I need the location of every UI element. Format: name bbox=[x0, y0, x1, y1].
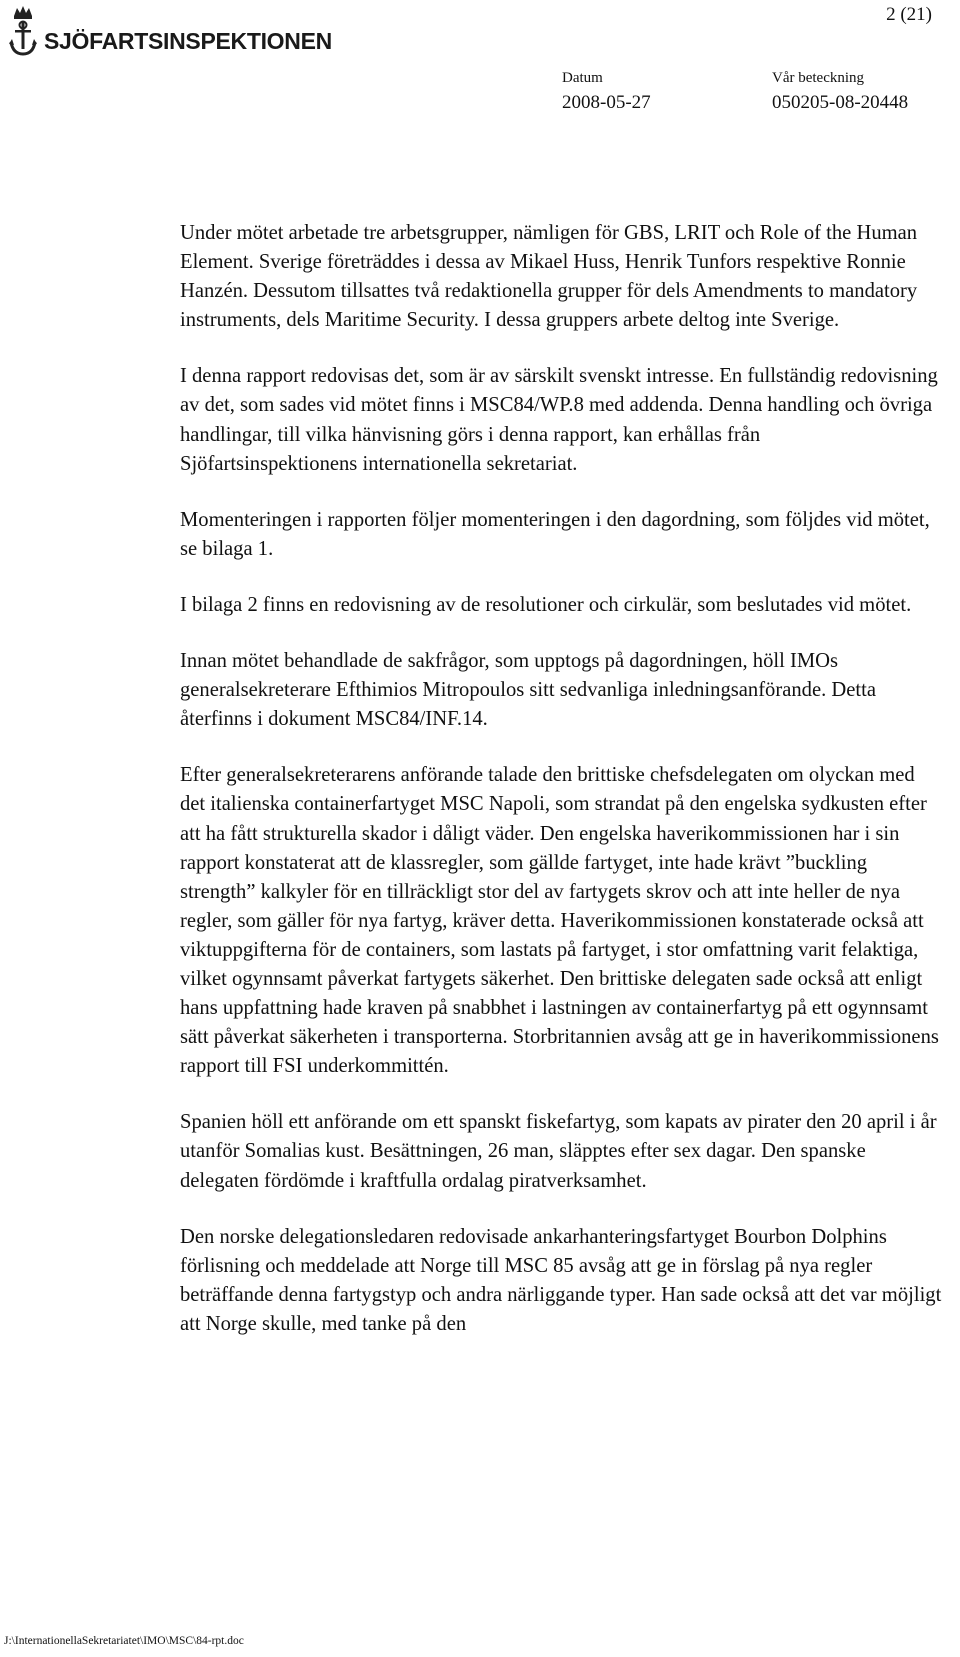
document-meta bbox=[562, 68, 908, 116]
paragraph: Under mötet arbetade tre arbetsgrupper, nämligen för GBS, LRIT och Role of the Human Element. Sverige företräddes i dessa av Mikael Huss, Henrik Tunfors respektive Ronnie Hanzén. Dessutom tillsattes två redaktionella grupper för dels Amendments to mandatory instruments, dels Maritime Security. I dessa gruppers arbete deltog inte Sverige. bbox=[180, 222, 918, 332]
paragraph: I denna rapport redovisas det, som är av särskilt svenskt intresse. En fullständig redovisning av det, som sades vid mötet finns i MSC84/WP.8 med addenda. Denna handling och övriga handlingar, till vilka hänvisning görs i denna rapport, kan erhållas från Sjöfartsinspektionens internationella sekretariat. bbox=[180, 365, 938, 475]
paragraph: Spanien höll ett anförande om ett spanskt fiskefartyg, som kapats av pirater den 20 april i år utanför Somalias kust. Besättningen, 26 man, släpptes efter sex dagar. Den spanske delegaten fördömde i kraftfulla ordalag piratverksamhet. bbox=[180, 1111, 937, 1192]
document-body bbox=[180, 219, 942, 1366]
crown-anchor-icon bbox=[8, 4, 38, 58]
reference-label: Vår beteckning bbox=[772, 70, 865, 86]
paragraph: Den norske delegationsledaren redovisade ankarhanteringsfartyget Bourbon Dolphins förlisning och meddelade att Norge till MSC 85 avsåg att ge in förslag på nya regler beträffande denna fartygstyp och andra närliggande typer. Han sade också att det var möjligt att Norge skulle, med tanke på den bbox=[180, 1225, 942, 1335]
file-path-footer: J:\InternationellaSekretariatet\IMO\MSC\84-rpt.doc bbox=[4, 1635, 244, 1647]
agency-logo bbox=[8, 4, 332, 58]
date-label: Datum bbox=[562, 70, 603, 86]
reference-block bbox=[772, 68, 908, 116]
logo-wordmark: SJÖFARTSINSPEKTIONEN bbox=[44, 28, 332, 54]
paragraph: Momenteringen i rapporten följer momenteringen i den dagordning, som följdes vid mötet, se bilaga 1. bbox=[180, 508, 930, 560]
paragraph: Efter generalsekreterarens anförande talade den brittiske chefsdelegaten om olyckan med det italienska containerfartyget MSC Napoli, som strandat på den engelska sydkusten efter att ha fått strukturella skador i dåligt väder. Den engelska haverikommissionen har i sin rapport konstaterat att de klassregler, som gällde fartyget, inte hade krävt ”buckling strength” kalkyler för en tillräckligt stor del av fartygets skrov och att inte heller de nya regler, som gäller för nya fartyg, kräver detta. Haverikommissionen konstaterade också att viktuppgifterna för de containers, som lastats på fartyget, i stor omfattning varit felaktiga, vilket ogynnsamt påverkat fartygets säkerhet. Den brittiske delegaten sade också att enligt hans uppfattning hade kraven på snabbhet i lastningen av containerfartyg på ett ogynnsamt sätt påverkat säkerheten i transporterna. Storbritannien avsåg att ge in haverikommissionens rapport till FSI underkommittén. bbox=[180, 764, 939, 1078]
paragraph: Innan mötet behandlade de sakfrågor, som upptogs på dagordningen, höll IMOs generalsekreterare Efthimios Mitropoulos sitt sedvanliga inledningsanförande. Detta återfinns i dokument MSC84/INF.14. bbox=[180, 650, 876, 731]
date-value: 2008-05-27 bbox=[562, 92, 651, 113]
page-number: 2 (21) bbox=[886, 4, 932, 25]
reference-value: 050205-08-20448 bbox=[772, 92, 909, 113]
date-block bbox=[562, 68, 772, 116]
paragraph: I bilaga 2 finns en redovisning av de resolutioner och cirkulär, som beslutades vid mötet. bbox=[180, 593, 912, 616]
